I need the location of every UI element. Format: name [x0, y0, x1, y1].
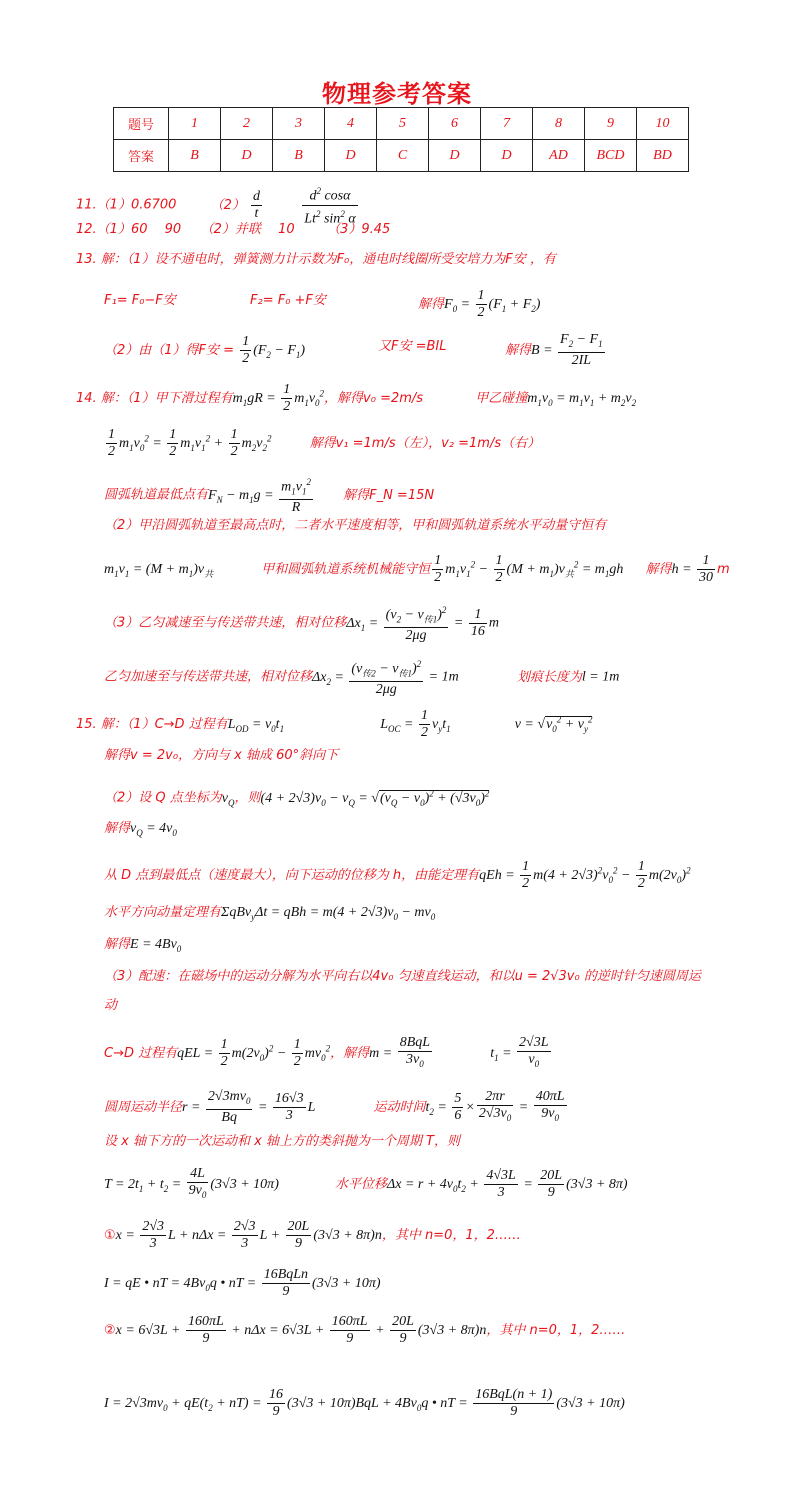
q15-line-4: 解得$v_Q = 4v_0$ [104, 821, 177, 838]
table-cell: 8 [533, 108, 585, 140]
header-label: 题号 [114, 108, 169, 140]
table-cell: B [273, 140, 325, 172]
q15-line-2: 解得v = 2v₀，方向与 x 轴成 60°斜向下 [104, 748, 339, 763]
q14-line-7a: 乙匀加速至与传送带共速，相对位移 [104, 669, 313, 685]
q11-part2-label: （2） [210, 197, 245, 213]
q15-line-1: 15. 解：（1）C→D 过程有$L_{OD} = v_0t_1$ $L_{OC}$ = $\frac{1}{2}$ $v_yt_1$ $v = √v_0^2 + v_y^2$ [76, 708, 593, 740]
q15-line-3: （2）设 Q 点坐标为$v_Q$，则$(4 + 2√3)v_0 - v_Q = √(v_Q - v_0)^2 + (√3v_0)^2$ [104, 788, 490, 808]
answer-table [113, 107, 689, 172]
table-cell: 4 [325, 108, 377, 140]
q13-line-2b: F₂= F₀ +F安 [250, 293, 326, 308]
q14-line-1c: 甲乙碰撞 [475, 391, 528, 406]
q15-line-14: ①x = $\frac{2√3}{3}$ L + nΔx = $\frac{2√3}{3}$ L + $\frac{20L}{9}$ (3√3 + 8π)n，其中 n=0，1，2…… [104, 1219, 521, 1251]
q15-line-13b: 水平位移 [335, 1176, 388, 1192]
q14-line-3b: 解得F_N =15N [343, 487, 435, 503]
q14-line-7: 乙匀加速至与传送带共速，相对位移$\Delta x_2$ = $\frac{(v_{传2} - v_{传1})^2}{2\mu g}$ = 1m 划痕长度为l = 1m [104, 656, 619, 698]
q15-line-3-text: （2）设 Q 点坐标为 [104, 790, 222, 806]
q14-line-5: $m_1v_1 = (M + m_1)v_共$ 甲和圆弧轨道系统机械能守恒 $\frac{1}{2}$ $m_1v_1^2$ − $\frac{1}{2}$ $(M + m_1)v_共^2 = m_1gh$ 解得h = $\frac{1}{30}$ m [104, 553, 730, 585]
q11-line: 11.（1）0.6700 （2） $\frac{d}{t}$ $\frac{d^2 \cos\alpha}{Lt^2 \sin^2 \alpha}$ [76, 183, 360, 227]
q15-line-5: 从 D 点到最低点（速度最大），向下运动的位移为 h，由能定理有qEh = $\frac{1}{2}$ $m(4 + 2√3)^2v_0^2$ − $\frac{1}{2}$ $m(2v_0)^2$ [104, 859, 691, 891]
q13-line-2a: F₁= F₀−F安 [104, 293, 176, 308]
table-cell: 9 [585, 108, 637, 140]
q15-line-16b: ，其中 n=0，1，2…… [486, 1323, 626, 1338]
q14-line-6-text: （3）乙匀减速至与传送带共速，相对位移 [104, 615, 347, 631]
from-label: （2）由（1）得 [104, 343, 199, 358]
solve-label: 解得 [418, 297, 445, 312]
q15-line-13: $T = 2t_1 + t_2$ = $\frac{4L}{9v_0}$ (3√3 + 10π) 水平位移$\Delta x = r + 4v_0t_2$ + $\frac{4√3L}{3}$ = $\frac{20L}{9}$ (3√3 + 8π) [104, 1166, 628, 1200]
q14-line-3a: 圆弧轨道最低点有 [104, 487, 209, 503]
q15-line-6: 水平方向动量定理有ΣqBv$_y$Δt = qBh = $m(4 + 2√3)v_0 - mv_0$ [104, 905, 436, 922]
q15-line-4-text: 解得 [104, 821, 131, 836]
q13-line-3a: （2）由（1）得F安 = $\frac{1}{2}$ $(F_2 - F_1)$ [104, 334, 306, 366]
q15-line-1a: 15. 解：（1）C→D 过程有 [76, 717, 228, 732]
q15-line-10b: ，解得 [330, 1045, 370, 1061]
table-row [114, 108, 689, 140]
q15-line-16: ②x = 6√3L + $\frac{160\pi L}{9}$ + nΔx = 6√3L + $\frac{160\pi L}{9}$ + $\frac{20L}{9}$ (3√3 + 8π)n，其中 n=0，1，2…… [104, 1314, 626, 1346]
q15-line-17: $I = 2√3mv_0 + qE(t_2 + nT)$ = $\frac{16}{9}$ $(3√3 + 10\pi)BqL + 4Bv_0q$ • nT = $\frac{\text{16BqL(n + 1)}}{9}$ (3√3 + 10π) [104, 1387, 625, 1419]
q14-line-1b: ，解得v₀ =2m/s [324, 391, 424, 406]
q15-line-7-text: 解得 [104, 937, 131, 952]
table-cell: D [325, 140, 377, 172]
table-cell: 7 [481, 108, 533, 140]
q14-line-7b: 划痕长度为 [516, 669, 582, 685]
page-title: 物理参考答案 [322, 80, 472, 108]
table-cell: C [377, 140, 429, 172]
q14-line-4: （2）甲沿圆弧轨道至最高点时，二者水平速度相等，甲和圆弧轨道系统水平动量守恒有 [104, 518, 607, 533]
q15-line-12: 设 x 轴下方的一次运动和 x 轴上方的类斜抛为一个周期 T，则 [104, 1134, 460, 1149]
q14-line-2-text: 解得v₁ =1m/s（左），v₂ =1m/s（右） [309, 436, 541, 451]
q14-line-1a: 14. 解：（1）甲下滑过程有 [76, 391, 233, 406]
solve-label: 解得 [505, 342, 532, 358]
q13-line-3c: 解得B = $\frac{F_2 - F_1}{2IL}$ [505, 332, 603, 368]
q14-line-6: （3）乙匀减速至与传送带共速，相对位移$\Delta x_1$ = $\frac{(v_2 - v_{传1})^2}{2\mu g}$ = $\frac{1}{16}$ m [104, 602, 499, 644]
q14-line-3: 圆弧轨道最低点有$F_N - m_1g$ = $\frac{m_1v_1^2}{R}$ 解得F_N =15N [104, 474, 434, 516]
table-cell: 1 [169, 108, 221, 140]
q15-line-14b: ，其中 n=0，1，2…… [381, 1228, 521, 1243]
q15-line-5-text: 从 D 点到最低点（速度最大），向下运动的位移为 h，由能定理有 [104, 868, 480, 883]
table-cell: BD [637, 140, 689, 172]
table-cell: 6 [429, 108, 481, 140]
q15-line-10a: C→D 过程有 [104, 1045, 178, 1061]
q14-line-5a: 甲和圆弧轨道系统机械能守恒 [261, 562, 431, 577]
q15-line-10: C→D 过程有qEL = $\frac{1}{2}$ $m(2v_0)^2$ − $\frac{1}{2}$ $mv_0^2$，解得m = $\frac{\text{8BqL}}{3v_0}$ $t_1$ = $\frac{2√3L}{v_0}$ [104, 1035, 549, 1069]
table-cell: 3 [273, 108, 325, 140]
table-cell: BCD [585, 140, 637, 172]
q12-line: 12.（1）60 90 （2）并联 10 （3）9.45 [76, 222, 391, 237]
q15-line-6-text: 水平方向动量定理有 [104, 905, 222, 920]
q13-line-2c: 解得$F_0$ = $\frac{1}{2}$ $(F_1 + F_2)$ [418, 288, 541, 320]
table-cell: D [429, 140, 481, 172]
answer-label: 答案 [114, 140, 169, 172]
table-cell: AD [533, 140, 585, 172]
q15-line-8: （3）配速：在磁场中的运动分解为水平向右以4v₀ 匀速直线运动，和以u = 2√3v₀ 的逆时针匀速圆周运 [104, 969, 701, 984]
table-cell: D [221, 140, 273, 172]
q13-line-3b: 又F安 =BIL [378, 339, 447, 354]
table-row [114, 140, 689, 172]
q14-line-1: 14. 解：（1）甲下滑过程有$m_1gR$ = $\frac{1}{2}$ $m_1v_0^2$，解得v₀ =2m/s 甲乙碰撞$m_1v_0 = m_1v_1 + m_2v_2$ [76, 382, 637, 414]
table-cell: B [169, 140, 221, 172]
q14-line-5b: 解得 [645, 562, 672, 577]
q15-line-9: 动 [104, 998, 118, 1013]
q11-label: 11.（1）0.6700 [76, 197, 177, 213]
table-cell: D [481, 140, 533, 172]
q15-line-11b: 运动时间 [373, 1099, 426, 1115]
q14-line-2: $\frac{1}{2}$ $m_1v_0^2$ = $\frac{1}{2}$ $m_1v_1^2$ + $\frac{1}{2}$ $m_2v_2^2$ 解得v₁ =1m/s（左），v₂ =1m/s（右） [108, 427, 541, 459]
table-cell: 5 [377, 108, 429, 140]
q15-line-11a: 圆周运动半径 [104, 1099, 183, 1115]
q15-line-7: 解得$E = 4Bv_0$ [104, 937, 182, 954]
q15-line-11: 圆周运动半径r = $\frac{2√3mv_0}{Bq}$ = $\frac{16√3}{3}$ L 运动时间$t_2$ = $\frac{5}{6}$ × $\frac{2\pi r}{2√3v_0}$ = $\frac{40\pi L}{9v_0}$ [104, 1089, 565, 1125]
q15-line-15: I = qE • nT = $4Bv_0q$ • nT = $\frac{\text{16BqLn}}{9}$ (3√3 + 10π) [104, 1267, 381, 1299]
q13-line-1: 13. 解：（1）设不通电时，弹簧测力计示数为F₀，通电时线圈所受安培力为F安 ，有 [76, 252, 556, 267]
table-cell: 10 [637, 108, 689, 140]
table-cell: 2 [221, 108, 273, 140]
